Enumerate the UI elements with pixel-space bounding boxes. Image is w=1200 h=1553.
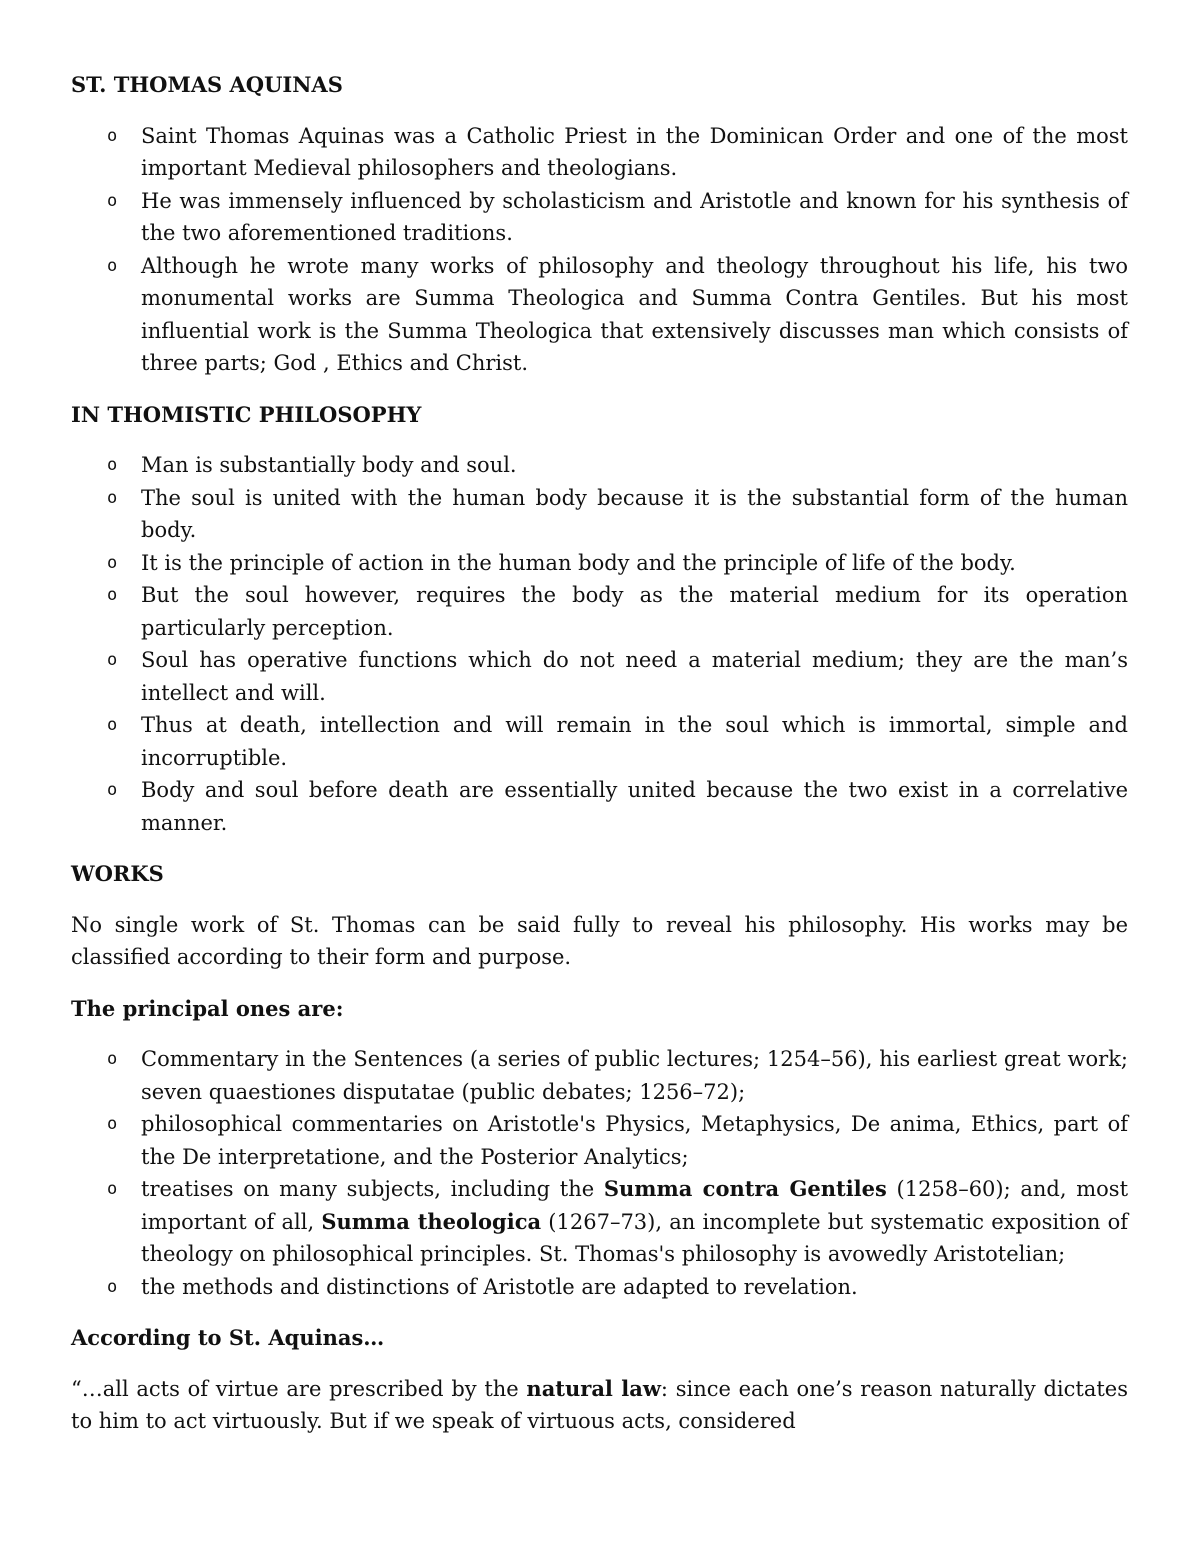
list-item: o Thus at death, intellection and will remain in the soul which is immortal, simple and incorruptible. [71, 709, 1128, 774]
aquinas-bullet-list [71, 120, 1128, 380]
list-item: o The soul is united with the human body because it is the substantial form of the human body. [71, 482, 1128, 547]
list-item: o Saint Thomas Aquinas was a Catholic Priest in the Dominican Order and one of the most important Medieval philosophers and theologians. [71, 120, 1128, 185]
list-item: o philosophical commentaries on Aristotle's Physics, Metaphysics, De anima, Ethics, part of the De interpretatione, and the Posterior Analytics; [71, 1108, 1128, 1173]
list-item: o He was immensely influenced by scholasticism and Aristotle and known for his synthesis of the two aforementioned traditions. [71, 185, 1128, 250]
works-bullet-list [71, 1043, 1128, 1303]
text-run: : since each one’s reason naturally dictates to him to act virtuously. But if we speak of virtuous acts, considered [71, 1376, 1129, 1433]
thomistic-bullet-list [71, 449, 1128, 839]
text-run: “…all acts of virtue are prescribed by the [71, 1376, 527, 1401]
title-summa-theologica: Summa theologica [321, 1208, 542, 1234]
list-item: o the methods and distinctions of Aristotle are adapted to revelation. [71, 1271, 1128, 1304]
list-item: o But the soul however, requires the body as the material medium for its operation particularly perception. [71, 579, 1128, 644]
quote-paragraph [71, 1373, 1128, 1438]
heading-according-to-aquinas: According to St. Aquinas… [71, 1325, 385, 1350]
list-item [71, 1173, 1128, 1271]
title-summa-contra-gentiles: Summa contra Gentiles [603, 1176, 887, 1201]
list-item: o Man is substantially body and soul. [71, 449, 1128, 482]
text-run: (1258–60); and, most important of all, [141, 1177, 1129, 1234]
list-item: o Commentary in the Sentences (a series of public lectures; 1254–56), his earliest great work; seven quaestiones disputatae (public debates; 1256–72); [71, 1043, 1128, 1108]
list-item: o Although he wrote many works of philosophy and theology throughout his life, his two monumental works are Summa Theologica and Summa Contra Gentiles. But his most influential work is the Summa Theologica that extensively discusses man which consists of three parts; God , Ethics and Christ. [71, 250, 1128, 380]
term-natural-law: natural law [526, 1375, 661, 1401]
text-run: treatises on many subjects, including the [141, 1177, 604, 1201]
heading-thomistic-philosophy: IN THOMISTIC PHILOSOPHY [71, 401, 422, 427]
heading-principal-ones: The principal ones are: [71, 995, 344, 1021]
list-item: o It is the principle of action in the human body and the principle of life of the body. [71, 547, 1128, 580]
text-run: (1267–73), an incomplete but systematic exposition of theology on philosophical principles. St. Thomas's philosophy is avowedly Aristotelian; [141, 1209, 1129, 1266]
works-intro-paragraph: No single work of St. Thomas can be said fully to reveal his philosophy. His works may be classified according to their form and purpose. [71, 912, 1128, 969]
heading-works: WORKS [71, 861, 164, 886]
heading-st-thomas-aquinas: ST. THOMAS AQUINAS [71, 72, 343, 97]
list-item: o Soul has operative functions which do not need a material medium; they are the man’s intellect and will. [71, 644, 1128, 709]
list-item: o Body and soul before death are essentially united because the two exist in a correlative manner. [71, 774, 1128, 839]
